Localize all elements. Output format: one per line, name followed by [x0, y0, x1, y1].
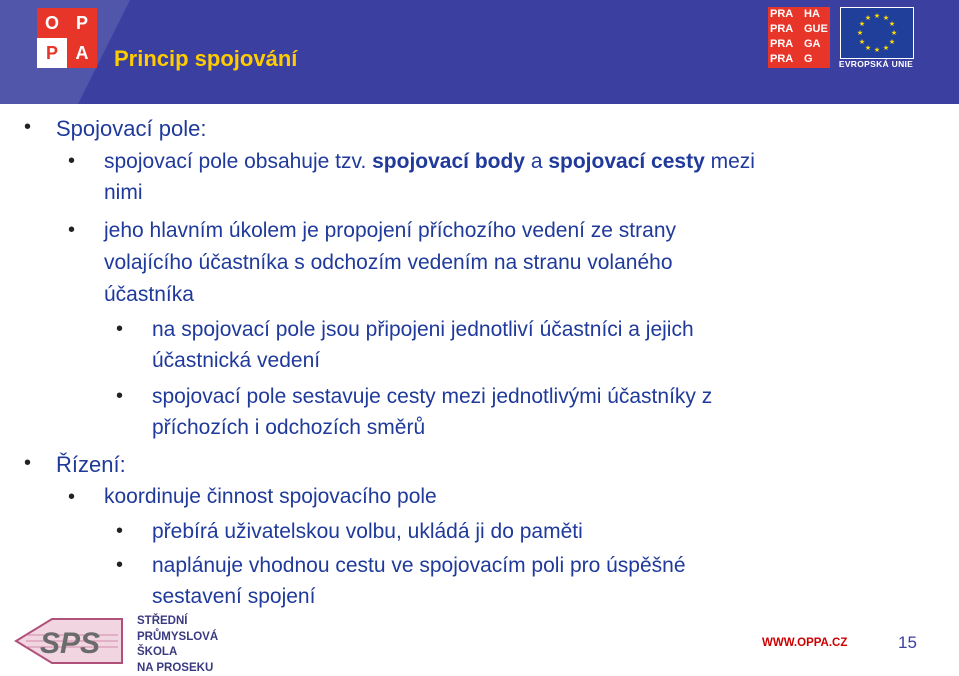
page-title: Princip spojování [114, 46, 298, 71]
section-heading: Spojovací pole: [56, 116, 207, 141]
bullet-icon: • [116, 554, 124, 576]
school-name [137, 614, 218, 676]
praha-logo [768, 7, 830, 68]
praha-logo-text: G [804, 53, 813, 65]
oppa-logo-letter: O [37, 8, 67, 38]
praha-logo-text: HA [804, 8, 820, 20]
svg-text:★: ★ [873, 46, 881, 54]
svg-text:★: ★ [890, 29, 898, 37]
praha-logo-text: PRA [770, 38, 794, 50]
bullet-icon: • [116, 520, 124, 542]
list-item-text: spojovací pole sestavuje cesty mezi jednotlivými účastníky z [152, 385, 713, 408]
list-item-text: jeho hlavním úkolem je propojení příchozího vedení ze strany [104, 219, 676, 242]
svg-text:★: ★ [864, 14, 872, 22]
svg-text:★: ★ [873, 12, 881, 20]
svg-text:★: ★ [858, 20, 866, 28]
list-item-text: přebírá uživatelskou volbu, ukládá ji do paměti [152, 520, 583, 543]
praha-logo-text: PRA [770, 53, 794, 65]
list-item-text: naplánuje vhodnou cestu ve spojovacím poli pro úspěšné [152, 554, 686, 577]
svg-text:★: ★ [882, 44, 890, 52]
eu-logo-label: EVROPSKÁ UNIE [838, 59, 914, 69]
section-heading: Řízení: [56, 452, 126, 477]
text-segment: mezi [704, 150, 755, 173]
oppa-logo-letter: A [67, 38, 97, 68]
oppa-logo-letter: P [67, 8, 97, 38]
list-item-text: příchozích i odchozích směrů [152, 416, 426, 439]
bullet-icon: • [24, 116, 32, 138]
emphasis-text: spojovací cesty [548, 150, 705, 173]
bullet-icon: • [68, 486, 76, 508]
eu-flag-icon [840, 7, 914, 59]
svg-text:★: ★ [858, 38, 866, 46]
eu-logo [836, 5, 916, 68]
header-bar [0, 0, 959, 104]
sps-logo [12, 611, 132, 671]
text-segment: a [524, 150, 549, 173]
bullet-icon: • [68, 219, 76, 241]
list-item-text: volajícího účastníka s odchozím vedením na stranu volaného [104, 251, 673, 274]
footer-url-link[interactable]: WWW.OPPA.CZ [762, 637, 848, 649]
praha-logo-text: PRA [770, 23, 794, 35]
oppa-logo-letter: P [37, 38, 67, 68]
emphasis-text: spojovací body [372, 150, 525, 173]
svg-text:★: ★ [882, 14, 890, 22]
list-item-text [104, 146, 755, 178]
school-name-line: NA PROSEKU [137, 661, 214, 674]
svg-text:★: ★ [864, 44, 872, 52]
praha-logo-text: GA [804, 38, 821, 50]
oppa-logo [37, 8, 97, 68]
bullet-icon: • [116, 385, 124, 407]
svg-text:★: ★ [888, 20, 896, 28]
bullet-icon: • [116, 318, 124, 340]
svg-text:★: ★ [856, 29, 864, 37]
bullet-icon: • [24, 452, 32, 474]
school-name-line: STŘEDNÍ [137, 615, 188, 627]
list-item-text: koordinuje činnost spojovacího pole [104, 485, 437, 508]
text-segment: spojovací pole obsahuje tzv. [104, 150, 373, 173]
list-item-text: sestavení spojení [152, 585, 316, 608]
school-name-line: ŠKOLA [137, 646, 178, 658]
list-item-text: na spojovací pole jsou připojeni jednotliví účastníci a jejich [152, 318, 694, 341]
sps-logo-text: SPS [39, 627, 101, 660]
praha-logo-text: PRA [770, 8, 794, 20]
page-number: 15 [898, 633, 917, 652]
list-item-text: nimi [104, 181, 143, 204]
praha-logo-text: GUE [804, 23, 828, 35]
list-item-text: účastníka [104, 283, 194, 306]
bullet-icon: • [68, 150, 76, 172]
school-name-line: PRŮMYSLOVÁ [137, 630, 219, 643]
svg-text:★: ★ [888, 38, 896, 46]
list-item-text: účastnická vedení [152, 349, 321, 372]
